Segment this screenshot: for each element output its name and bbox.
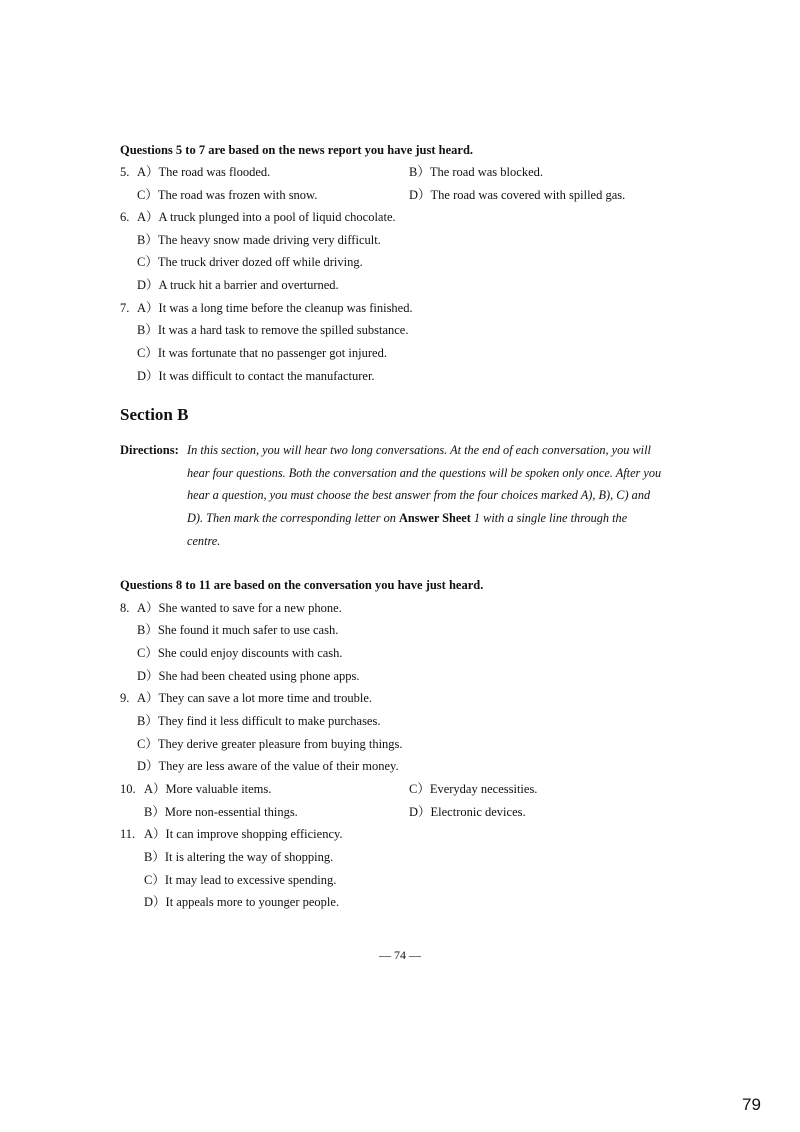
answer-sheet-term: Answer Sheet [398, 511, 471, 525]
directions-label: Directions: [120, 443, 179, 457]
directions-line-5: centre. [187, 534, 221, 548]
q9-option-b[interactable]: B）They find it less difficult to make purchases. [137, 714, 381, 728]
q5-number: 5. [120, 165, 130, 179]
q5-option-d[interactable]: D）The road was covered with spilled gas. [409, 188, 626, 202]
q5-option-a[interactable]: A）The road was flooded. [137, 165, 271, 179]
q8-option-a[interactable]: A）She wanted to save for a new phone. [137, 601, 342, 615]
q8-number: 8. [120, 601, 130, 615]
q8-option-c[interactable]: C）She could enjoy discounts with cash. [137, 646, 343, 660]
directions-line-3: hear a question, you must choose the best answer from the four choices marked A), B), C) and [187, 488, 651, 502]
q9-option-a[interactable]: A）They can save a lot more time and trouble. [137, 691, 372, 705]
q10-option-c[interactable]: C）Everyday necessities. [409, 782, 538, 796]
q5-option-b[interactable]: B）The road was blocked. [409, 165, 543, 179]
q9-option-d[interactable]: D）They are less aware of the value of their money. [137, 759, 399, 773]
q11-option-a[interactable]: A）It can improve shopping efficiency. [144, 827, 343, 841]
q7-option-a[interactable]: A）It was a long time before the cleanup was finished. [137, 301, 413, 315]
corner-page-number: 79 [742, 1095, 761, 1114]
q6-option-b[interactable]: B）The heavy snow made driving very difficult. [137, 233, 381, 247]
q6-option-c[interactable]: C）The truck driver dozed off while driving. [137, 255, 363, 269]
directions-line-4-end: 1 with a single line through the [470, 511, 628, 525]
q11-option-b[interactable]: B）It is altering the way of shopping. [144, 850, 334, 864]
section-b-title: Section B [120, 405, 189, 424]
q10-number: 10. [120, 782, 136, 796]
q5-option-c[interactable]: C）The road was frozen with snow. [137, 188, 318, 202]
directions-line-4-start: D). Then mark the corresponding letter on [187, 511, 399, 525]
q9-number: 9. [120, 691, 130, 705]
page-number: — 74 — [379, 948, 421, 962]
q6-option-d[interactable]: D）A truck hit a barrier and overturned. [137, 278, 339, 292]
q11-number: 11. [120, 827, 136, 841]
q11-option-d[interactable]: D）It appeals more to younger people. [144, 895, 340, 909]
q7-option-d[interactable]: D）It was difficult to contact the manufacturer. [137, 369, 375, 383]
directions-line-2: hear four questions. Both the conversation and the questions will be spoken only once. After you [187, 466, 662, 480]
questions-8-11-heading: Questions 8 to 11 are based on the conversation you have just heard. [120, 578, 484, 592]
questions-5-7-heading: Questions 5 to 7 are based on the news report you have just heard. [120, 143, 474, 157]
q6-number: 6. [120, 210, 130, 224]
q9-option-c[interactable]: C）They derive greater pleasure from buying things. [137, 737, 403, 751]
directions-line-4 [187, 510, 627, 526]
q7-option-c[interactable]: C）It was fortunate that no passenger got injured. [137, 346, 387, 360]
directions-line-1: In this section, you will hear two long conversations. At the end of each conversation, you will [187, 443, 651, 457]
q10-option-d[interactable]: D）Electronic devices. [409, 805, 526, 819]
q10-option-b[interactable]: B）More non-essential things. [144, 805, 298, 819]
q11-option-c[interactable]: C）It may lead to excessive spending. [144, 873, 337, 887]
q7-option-b[interactable]: B）It was a hard task to remove the spilled substance. [137, 323, 409, 337]
q8-option-b[interactable]: B）She found it much safer to use cash. [137, 623, 339, 637]
q10-option-a[interactable]: A）More valuable items. [144, 782, 272, 796]
q8-option-d[interactable]: D）She had been cheated using phone apps. [137, 669, 360, 683]
q7-number: 7. [120, 301, 130, 315]
q6-option-a[interactable]: A）A truck plunged into a pool of liquid chocolate. [137, 210, 396, 224]
